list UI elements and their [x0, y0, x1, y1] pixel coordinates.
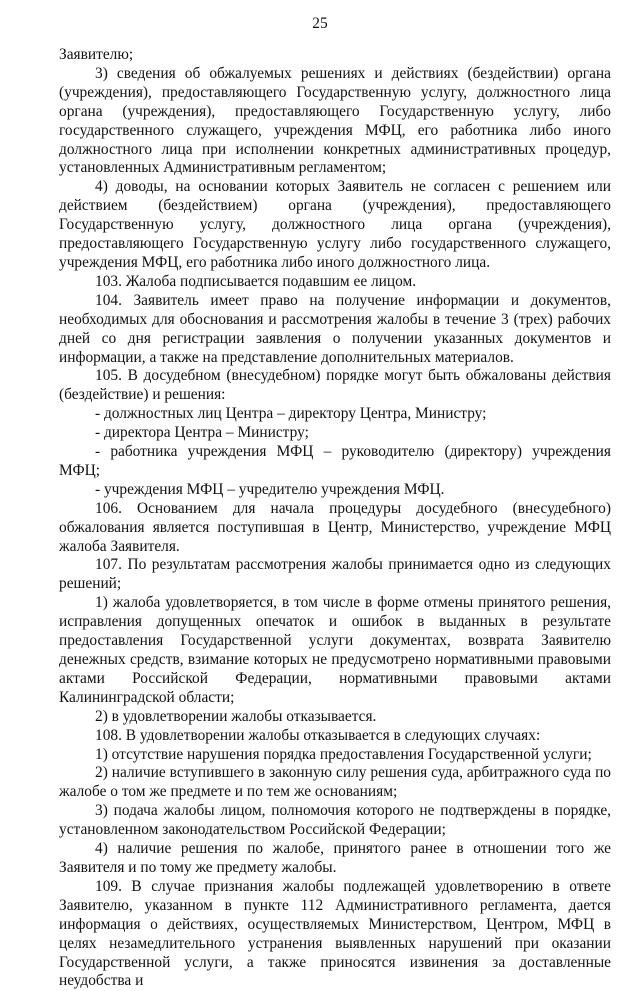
- list-item: - учреждения МФЦ – учредителю учреждения МФЦ.: [95, 480, 445, 498]
- list-item: 2) наличие вступившего в законную силу решения суда, арбитражного суда по жалобе о том же предмете и по тем же основаниям;: [59, 764, 611, 801]
- list-item: 4) наличие решения по жалобе, принятого ранее в отношении того же Заявителя и по тому же предмету жалобы.: [59, 840, 611, 876]
- list-item: 3) подача жалобы лицом, полномочия которого не подтверждены в порядке, установленном законодательством Российской Федерации;: [59, 802, 611, 839]
- paragraph: 104. Заявитель имеет право на получение информации и документов, необходимых для обоснования и рассмотрения жалобы в течение 3 (трех) рабочих дней со дня регистрации заявления о получении указанных документов и информации, а также на представление дополнительных материалов.: [59, 291, 611, 366]
- list-item: - должностных лиц Центра – директору Центра, Министру;: [95, 405, 487, 423]
- paragraph: 109. В случае признания жалобы подлежащей удовлетворению в ответе Заявителю, указанном в пункте 112 Административного регламента, дается информация о действиях, осуществляемых Министерством, Центром, МФЦ в целях незамедлительного устранения выявленных нарушений при оказании Государственной услуги, а также приносятся извинения за доставленные неудобства и: [59, 877, 611, 990]
- list-item: - директора Центра – Министру;: [95, 424, 309, 442]
- list-item: - работника учреждения МФЦ – руководителю (директору) учреждения МФЦ;: [59, 443, 611, 479]
- paragraph: 4) доводы, на основании которых Заявитель не согласен с решением или действием (бездействием) органа (учреждения), предоставляющего Государственную услугу, должностного лица органа (учреждения), предоставляющего Государственную услугу либо государственного служащего, учреждения МФЦ, его работника либо иного должностного лица.: [59, 178, 611, 271]
- paragraph: 105. В досудебном (внесудебном) порядке могут быть обжалованы действия (бездействие) и решения:: [59, 367, 611, 404]
- paragraph: Заявителю;: [59, 46, 134, 63]
- list-item: 1) отсутствие нарушения порядка предоставления Государственной услуги;: [95, 745, 592, 763]
- paragraph: 103. Жалоба подписывается подавшим ее лицом.: [95, 272, 417, 290]
- paragraph: 3) сведения об обжалуемых решениях и действиях (бездействии) органа (учреждения), предоставляющего Государственную услугу, должностного лица органа (учреждения), предоставляющего Государственную услугу, либо государственного служащего, учреждения МФЦ, его работника либо иного должностного лица при исполнении конкретных административных процедур, установленных Административным регламентом;: [59, 64, 611, 177]
- list-item: 2) в удовлетворении жалобы отказывается.: [95, 707, 377, 725]
- paragraph: 106. Основанием для начала процедуры досудебного (внесудебного) обжалования является поступившая в Центр, Министерство, учреждение МФЦ жалоба Заявителя.: [59, 499, 611, 555]
- body-text: [59, 46, 611, 991]
- page-number: 25: [312, 15, 328, 32]
- paragraph: 108. В удовлетворении жалобы отказывается в следующих случаях:: [95, 726, 541, 744]
- paragraph: 107. По результатам рассмотрения жалобы принимается одно из следующих решений;: [59, 556, 611, 593]
- list-item: 1) жалоба удовлетворяется, в том числе в форме отмены принятого решения, исправления допущенных опечаток и ошибок в выданных в результате предоставления Государственной услуги документах, возврата Заявителю денежных средств, взимание которых не предусмотрено нормативными правовыми актами Российской Федерации, нормативными правовыми актами Калининградской области;: [59, 594, 611, 706]
